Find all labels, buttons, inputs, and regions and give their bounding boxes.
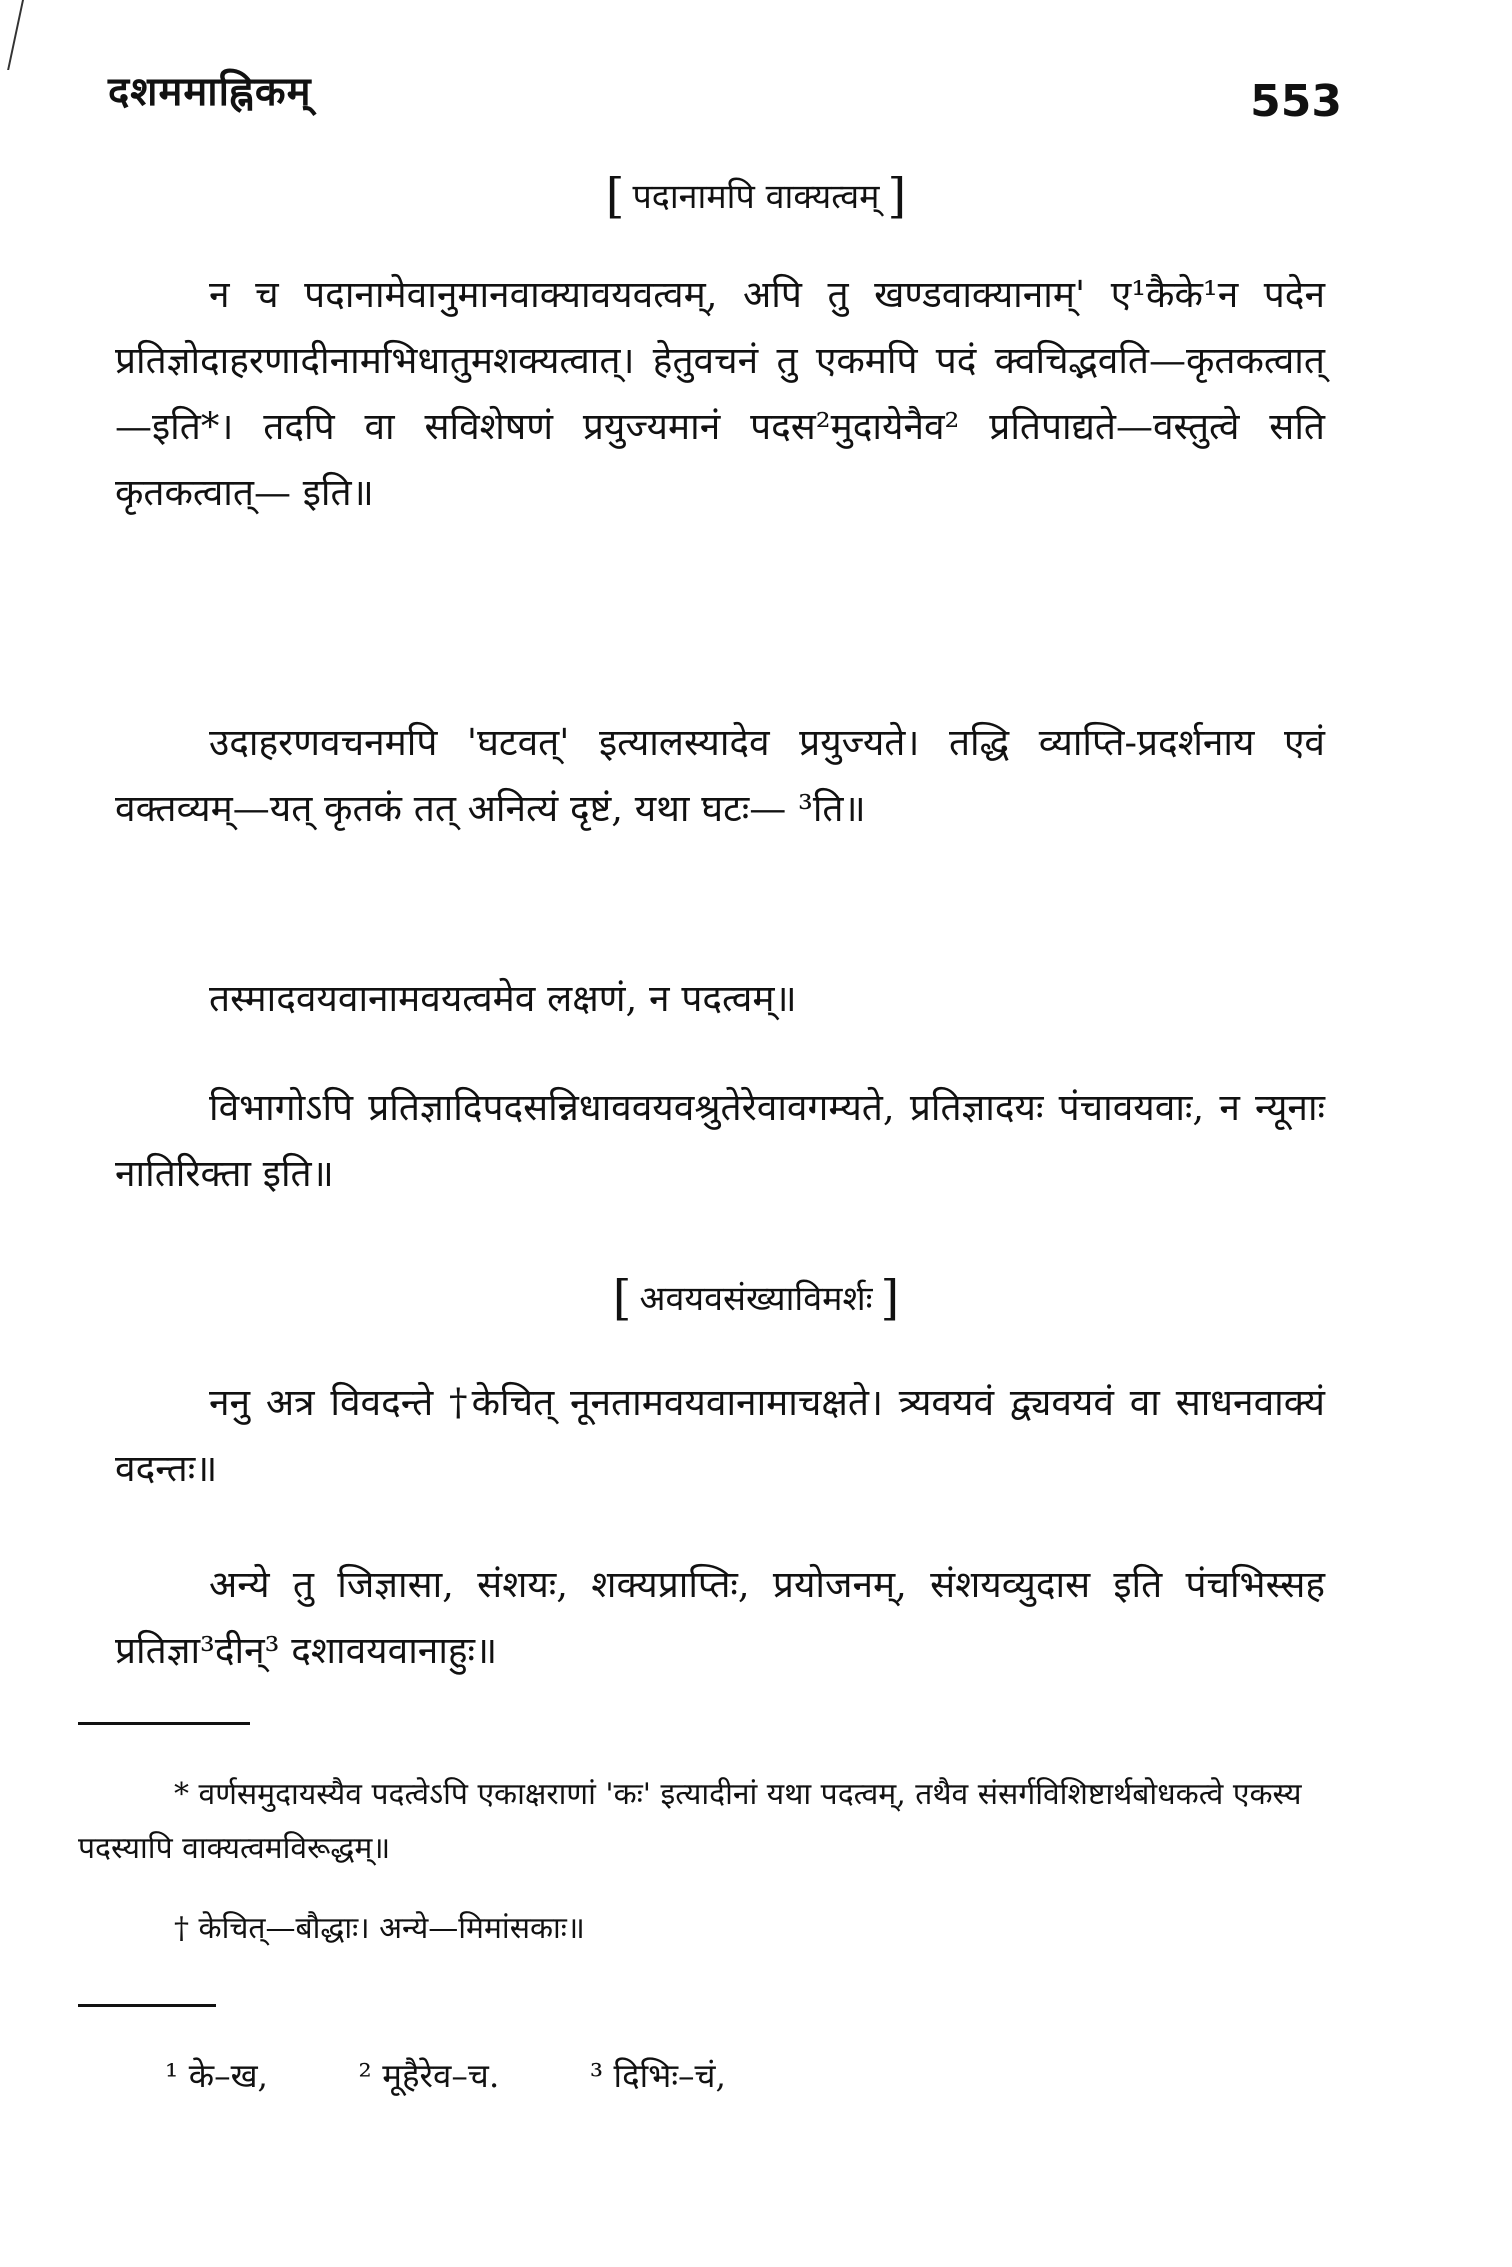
paragraph-5: ननु अत्र विवदन्ते †केचित् नूनतामवयवानामाचक्षते। त्र्यवयवं द्व्यवयवं वा साधनवाक्यं वदन्तः॥: [115, 1381, 1325, 1490]
open-bracket: [: [612, 1270, 632, 1326]
variant-readings: [165, 2052, 806, 2097]
footnote-2: † केचित्—बौद्धाः। अन्ये—मिमांसकाः॥: [174, 1911, 585, 1946]
footnote-1: * वर्णसमुदायस्यैव पदत्वेऽपि एकाक्षराणां 'कः' इत्यादीनां यथा पदत्वम्, तथैव संसर्गविशिष्टार्थबोधकत्वे एकस्य पदस्यापि वाक्यत्वमविरूद्धम्॥: [78, 1777, 1302, 1866]
section-heading-2: [0, 1270, 1512, 1326]
variant-rule: [78, 2004, 216, 2007]
running-head: दशममाह्निकम्: [108, 68, 312, 115]
open-bracket: [: [605, 168, 625, 224]
page-header: [108, 62, 1342, 132]
section-heading-text: पदानामपि वाक्यत्वम्: [632, 177, 880, 217]
paragraph-1: न च पदानामेवानुमानवाक्यावयवत्वम्, अपि तु खण्डवाक्यानाम्' ए¹कैके¹न पदेन प्रतिज्ञोदाहरणादीनामभिधातुमशक्यत्वात्। हेतुवचनं तु एकमपि पदं क्वचिद्भवति—कृतकत्वात्—इति*। तदपि वा सविशेषणं प्रयुज्यमानं पदस²मुदायेनैव² प्रतिपाद्यते—वस्तुत्वे सति कृतकत्वात्— इति॥: [115, 273, 1325, 514]
section-heading-text: अवयवसंख्याविमर्शः: [639, 1279, 873, 1319]
variant-1: ¹ के–ख,: [165, 2056, 269, 2095]
variant-2: ² मूहैरेव–च.: [358, 2056, 500, 2095]
page-number: 553: [1250, 76, 1342, 127]
variant-3: ³ दिभिः–चं,: [589, 2056, 726, 2095]
paragraph-2: उदाहरणवचनमपि 'घटवत्' इत्यालस्यादेव प्रयुज्यते। तद्धि व्याप्ति-प्रदर्शनाय एवं वक्तव्यम्—यत् कृतकं तत् अनित्यं दृष्टं, यथा घटः— ³ति॥: [115, 721, 1325, 830]
paragraph-4: विभागोऽपि प्रतिज्ञादिपदसन्निधाववयवश्रुतेरेवावगम्यते, प्रतिज्ञादयः पंचावयवाः, न न्यूनाः नातिरिक्ता इति॥: [115, 1086, 1325, 1195]
paragraph-3: तस्मादवयवानामवयत्वमेव लक्षणं, न पदत्वम्॥: [209, 977, 797, 1020]
footnote-rule: [78, 1722, 250, 1725]
page-edge-mark: [0, 0, 24, 70]
section-heading-1: [0, 168, 1512, 224]
paragraph-6: अन्ये तु जिज्ञासा, संशयः, शक्यप्राप्तिः, प्रयोजनम्, संशयव्युदास इति पंचभिस्सह प्रतिज्ञा³दीन्³ दशावयवानाहुः॥: [115, 1563, 1325, 1672]
close-bracket: ]: [887, 168, 907, 224]
close-bracket: ]: [880, 1270, 900, 1326]
